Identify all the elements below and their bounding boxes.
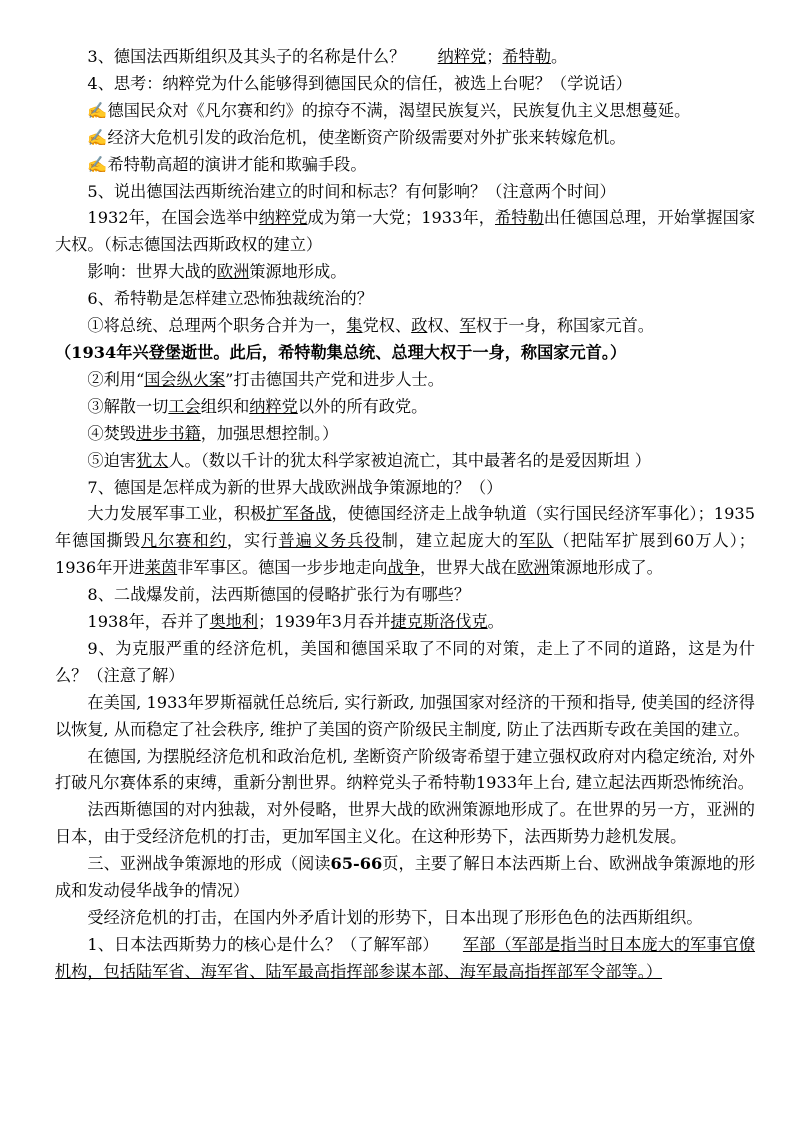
question-9-usa: 在美国, 1933年罗斯福就任总统后, 实行新政, 加强国家对经济的干预和指导, 使美国的经济得以恢复, 从而稳定了社会秩序, 维护了美国的资产阶级民主制度, 防止了法西斯专政在美国的建立。 [55,692,755,739]
document-page [55,44,755,986]
question-6-item-4: ④焚毁进步书籍，加强思想控制。） [87,423,339,443]
question-5: 5、说出德国法西斯统治建立的时间和标志？有何影响？（注意两个时间） [87,181,616,201]
question-5-answer: 1932年，在国会选举中纳粹党成为第一大党；1933年，希特勒出任德国总理，开始掌握国家大权。（标志德国法西斯政权的建立） [55,208,756,255]
question-6-item-3: ③解散一切工会组织和纳粹党以外的所有政党。 [87,396,428,416]
question-6-item-2: ②利用“国会纵火案”打击德国共产党和进步人士。 [87,369,444,389]
question-4: 4、思考：纳粹党为什么能够得到德国民众的信任，被选上台呢？（学说话） [87,73,632,93]
question-7: 7、德国是怎样成为新的世界大战欧洲战争策源地的？（） [87,477,503,497]
answer-nazi-party: 纳粹党 [437,47,487,66]
answer-hitler: 希特勒 [502,47,551,66]
question-9: 9、为克服严重的经济危机，美国和德国采取了不同的对策，走上了不同的道路，这是为什么？（注意了解） [55,638,755,685]
question-7-answer: 大力发展军事工业，积极扩军备战，使德国经济走上战争轨道（实行国民经济军事化）；1935年德国撕毁凡尔赛和约，实行普遍义务兵役制，建立起庞大的军队（把陆军扩展到60万人）；1936年开进莱茵非军事区。德国一步步地走向战争，世界大战在欧洲策源地形成了。 [55,504,755,578]
question-4-answer-3: ✍希特勒高超的演讲才能和欺骗手段。 [87,154,367,174]
question-4-answer-2: ✍经济大危机引发的政治危机，使垄断资产阶级需要对外扩张来转嫁危机。 [87,127,626,147]
question-9-summary: 法西斯德国的对内独裁，对外侵略，世界大战的欧洲策源地形成了。在世界的另一方，亚洲的日本，由于受经济危机的打击，更加军国主义化。在这种形势下，法西斯势力趁机发展。 [55,800,755,847]
question-6-item-5: ⑤迫害犹太人。（数以千计的犹太科学家被迫流亡，其中最著名的是爱因斯坦 ） [87,450,651,470]
question-5-influence: 影响：世界大战的欧洲策源地形成。 [87,262,347,282]
question-6-item-1: ①将总统、总理两个职务合并为一，集党权、政权、军权于一身，称国家元首。 [87,316,654,336]
answer-military-department: 军部（军部是指当时日本庞大的军事官僚机构，包括陆军省、海军省、陆军最高指挥部参谋本部、海军最高指挥部军令部等。） [55,934,756,981]
question-6-note: （1934年兴登堡逝世。此后，希特勒集总统、总理大权于一身，称国家元首。） [55,342,627,362]
question-3: 3、德国法西斯组织及其头子的名称是什么？ 纳粹党；希特勒。 [87,47,568,66]
section-3-intro: 受经济危机的打击，在国内外矛盾计划的形势下，日本出现了形形色色的法西斯组织。 [87,908,703,927]
question-8-answer: 1938年，吞并了奥地利；1939年3月吞并捷克斯洛伐克。 [87,612,504,632]
question-8: 8、二战爆发前，法西斯德国的侵略扩张行为有哪些？ [87,585,471,605]
question-9-germany: 在德国, 为摆脱经济危机和政治危机, 垄断资产阶级寄希望于建立强权政府对内稳定统治, 对外打破凡尔赛体系的束缚，重新分割世界。纳粹党头子希特勒1933年上台, 建立起法西斯恐怖统治。 [55,746,755,793]
question-6: 6、希特勒是怎样建立恐怖独裁统治的？ [87,289,373,309]
question-4-answer-1: ✍德国民众对《凡尔赛和约》的掠夺不满，渴望民族复兴，民族复仇主义思想蔓延。 [87,100,691,120]
section-3-heading: 三、亚洲战争策源地的形成（阅读65-66页，主要了解日本法西斯上台、欧洲战争策源地的形成和发动侵华战争的情况） [55,854,756,901]
section-3-question-1: 1、日本法西斯势力的核心是什么？（了解军部） 军部（军部是指当时日本庞大的军事官僚机构，包括陆军省、海军省、陆军最高指挥部参谋本部、海军最高指挥部军令部等。） [55,934,756,981]
